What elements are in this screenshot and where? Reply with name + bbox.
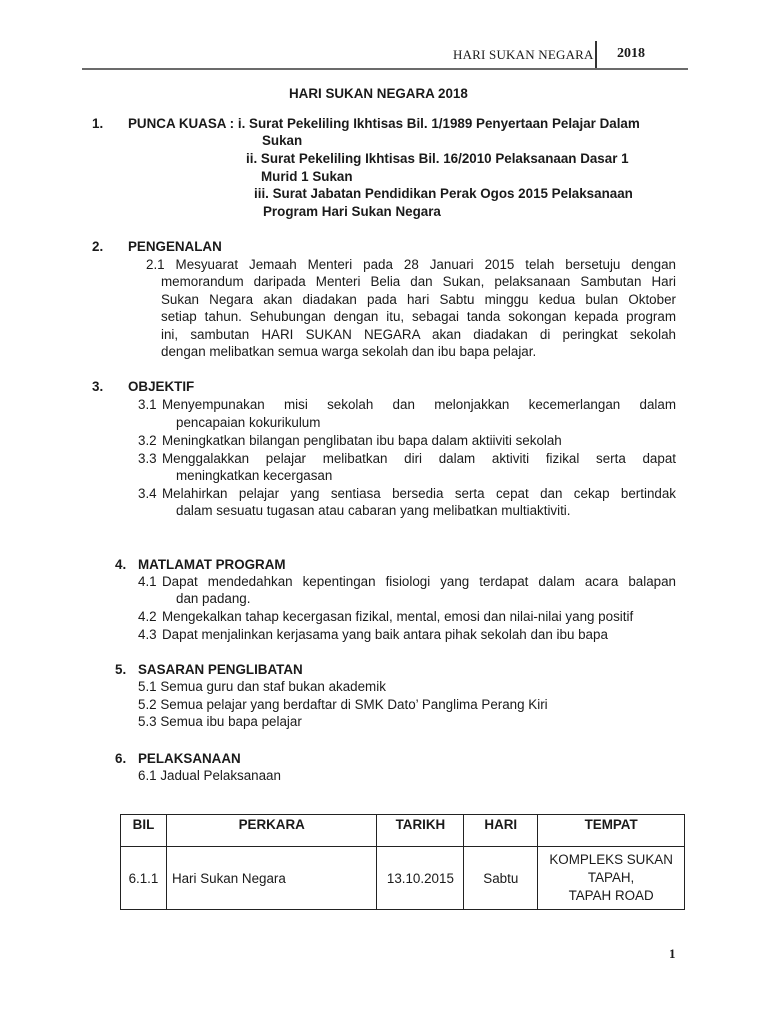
objective-text-cont: pencapaian kokurikulum — [176, 415, 321, 430]
objective-text: Meningkatkan bilangan penglibatan ibu bapa dalam aktiiviti sekolah — [162, 433, 562, 448]
cell-perkara: Hari Sukan Negara — [166, 847, 377, 910]
tempat-line: KOMPLEKS SUKAN — [549, 852, 673, 867]
section-2-line: ini, sambutan HARI SUKAN NEGARA akan diadakan di peringkat sekolah — [161, 327, 676, 342]
tempat-line: TAPAH ROAD — [568, 888, 654, 903]
table-header-cell: PERKARA — [166, 815, 377, 847]
section-2-line: setiap tahun. Sehubungan dengan itu, sebagai tanda sokongan kepada program — [161, 309, 676, 324]
target-item: 5.1 Semua guru dan staf bukan akademik — [138, 679, 386, 694]
goal-number: 4.2 — [138, 609, 157, 624]
objective-text: Menyempunakan misi sekolah dan melonjakkan kecemerlangan dalam — [162, 397, 676, 412]
goal-text: Dapat menjalinkan kerjasama yang baik antara pihak sekolah dan ibu bapa — [162, 627, 608, 642]
table-header-cell: BIL — [121, 815, 167, 847]
objective-number: 3.2 — [138, 433, 157, 448]
section-2-title: PENGENALAN — [128, 239, 222, 254]
schedule-table — [120, 814, 685, 910]
objective-text-cont: dalam sesuatu tugasan atau cabaran yang melibatkan multiaktiviti. — [176, 503, 571, 518]
section-3-title: OBJEKTIF — [128, 379, 195, 394]
table-header-row — [121, 815, 685, 847]
objective-text: Menggalakkan pelajar melibatkan diri dalam aktiviti fizikal serta dapat — [162, 451, 676, 466]
objective-number: 3.1 — [138, 397, 157, 412]
section-4-title: MATLAMAT PROGRAM — [138, 557, 286, 572]
section-1-line-3: ii. Surat Pekeliling Ikhtisas Bil. 16/2010 Pelaksanaan Dasar 1 — [246, 151, 629, 166]
objective-number: 3.4 — [138, 486, 157, 501]
goal-number: 4.1 — [138, 574, 157, 589]
goal-text-cont: dan padang. — [176, 591, 251, 606]
table-header-cell: TARIKH — [377, 815, 464, 847]
header-separator — [595, 41, 597, 70]
objective-text-cont: meningkatkan kecergasan — [176, 468, 333, 483]
section-2-line: memorandum daripada Menteri Belia dan Sukan, pelaksanaan Sambutan Hari — [161, 274, 676, 289]
target-item: 5.3 Semua ibu bapa pelajar — [138, 714, 302, 729]
goal-number: 4.3 — [138, 627, 157, 642]
goal-text: Dapat mendedahkan kepentingan fisiologi yang terdapat dalam acara balapan — [162, 574, 676, 589]
section-2-line: dengan melibatkan semua warga sekolah dan ibu bapa pelajar. — [161, 344, 537, 359]
section-1-number: 1. — [92, 116, 104, 131]
section-2-number: 2. — [92, 239, 104, 254]
section-1-line-4: Murid 1 Sukan — [261, 169, 353, 184]
section-2-line: 2.1 Mesyuarat Jemaah Menteri pada 28 Januari 2015 telah bersetuju dengan — [146, 257, 676, 272]
section-5-number: 5. — [115, 662, 127, 677]
cell-tarikh: 13.10.2015 — [377, 847, 464, 910]
section-1-line-6: Program Hari Sukan Negara — [263, 204, 441, 219]
section-1-line-5: iii. Surat Jabatan Pendidikan Perak Ogos 2015 Pelaksanaan — [254, 186, 633, 201]
section-2-line: Sukan Negara akan diadakan pada hari Sabtu minggu kedua bulan Oktober — [161, 292, 676, 307]
section-1-label: PUNCA KUASA : — [128, 116, 238, 131]
section-5-title: SASARAN PENGLIBATAN — [138, 662, 303, 677]
section-1-line-1: PUNCA KUASA : i. Surat Pekeliling Ikhtisas Bil. 1/1989 Penyertaan Pelajar Dalam — [128, 116, 640, 131]
cell-tempat — [538, 847, 685, 910]
table-header-cell: HARI — [464, 815, 538, 847]
cell-bil: 6.1.1 — [121, 847, 167, 910]
section-4-number: 4. — [115, 557, 127, 572]
target-item: 5.2 Semua pelajar yang berdaftar di SMK Dato’ Panglima Perang Kiri — [138, 697, 548, 712]
cell-hari: Sabtu — [464, 847, 538, 910]
section-1-line-2: Sukan — [262, 133, 303, 148]
document-title: HARI SUKAN NEGARA 2018 — [289, 86, 468, 101]
section-6-title: PELAKSANAAN — [138, 751, 241, 766]
running-header-title: HARI SUKAN NEGARA — [453, 47, 594, 62]
section-3-number: 3. — [92, 379, 104, 394]
objective-number: 3.3 — [138, 451, 157, 466]
tempat-line: TAPAH, — [587, 870, 635, 885]
objective-text: Melahirkan pelajar yang sentiasa bersedia serta cepat dan cekap bertindak — [162, 486, 676, 501]
page-number: 1 — [669, 946, 676, 961]
goal-text: Mengekalkan tahap kecergasan fizikal, mental, emosi dan nilai-nilai yang positif — [162, 609, 634, 624]
header-rule — [82, 68, 688, 70]
table-row — [121, 847, 685, 910]
running-header-year: 2018 — [617, 46, 645, 61]
section-6-number: 6. — [115, 751, 127, 766]
table-header-cell: TEMPAT — [538, 815, 685, 847]
section-6-subtitle: 6.1 Jadual Pelaksanaan — [138, 768, 281, 783]
